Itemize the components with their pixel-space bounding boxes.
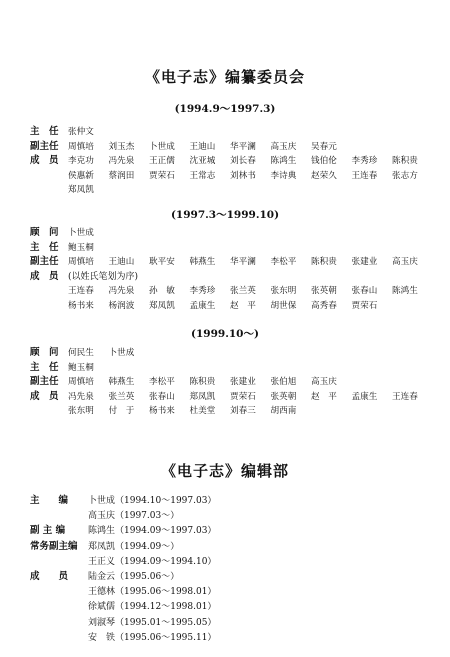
member-name: 高玉庆 <box>392 257 418 268</box>
member-name: 张英朝 <box>311 286 337 297</box>
editorial-role: 常务副主编 <box>30 540 78 552</box>
role-label: 成 员 <box>30 155 59 167</box>
member-name: 付 于 <box>108 406 135 417</box>
member-name: 沈亚城 <box>189 156 216 167</box>
period-label-2: (1997.3～1999.10) <box>170 209 280 221</box>
member-name: 陈积贵 <box>311 257 337 268</box>
committee-row <box>30 390 433 404</box>
editorial-row <box>30 599 216 614</box>
role-label: 主 任 <box>30 241 59 253</box>
member-name: 张志方 <box>392 170 418 181</box>
committee-row <box>30 226 109 240</box>
editorial-person: 陆金云（1995.06～） <box>88 572 180 582</box>
member-name: 张伯旭 <box>270 377 297 388</box>
committee-row <box>30 284 433 298</box>
role-label: 副主任 <box>30 376 59 388</box>
committee-row <box>30 125 109 139</box>
role-label: 副主任 <box>30 256 59 268</box>
editorial-person: 王正义（1994.09～1994.10） <box>88 556 217 567</box>
member-name: 胡西南 <box>270 406 297 417</box>
member-name: 贾荣石 <box>351 301 378 311</box>
member-name: 孟康生 <box>189 301 216 311</box>
member-list <box>68 140 352 154</box>
member-name: 陈鸿生 <box>270 156 297 167</box>
role-label: 成 员 <box>30 270 59 282</box>
member-name: 张英朝 <box>270 391 297 402</box>
member-name: 周慎培 <box>68 377 94 388</box>
member-name: 李秀珍 <box>351 156 378 167</box>
editorial-role: 成 员 <box>30 571 69 582</box>
committee-row <box>30 255 433 269</box>
editorial-role: 副 主 编 <box>30 525 66 537</box>
member-name: 卜世成 <box>108 348 135 358</box>
member-name: 孙 敏 <box>149 286 175 297</box>
member-name: 冯先泉 <box>68 391 94 402</box>
editorial-person: 卜世成（1994.10～1997.03） <box>88 496 217 506</box>
member-name: 刘春三 <box>230 406 256 417</box>
member-name: 张建业 <box>351 257 378 268</box>
member-name: 郑凤凯 <box>189 391 216 402</box>
member-name: 耿平安 <box>149 257 175 268</box>
editorial-row <box>30 539 179 554</box>
member-name: 鲍玉桐 <box>68 362 94 373</box>
committee-row <box>30 169 433 183</box>
committee-row <box>30 361 109 375</box>
editorial-person: 安 铁（1995.06～1995.11） <box>88 632 217 643</box>
member-name: 张兰英 <box>230 286 256 297</box>
role-label: 主 任 <box>30 361 59 373</box>
member-name: 李诗典 <box>270 170 297 181</box>
member-list <box>68 255 433 269</box>
member-name: 张春山 <box>351 286 378 297</box>
editorial-row <box>30 508 179 523</box>
committee-row <box>30 404 311 418</box>
member-list <box>68 169 433 183</box>
editorial-row <box>30 615 216 630</box>
member-name: 冯先泉 <box>108 286 135 297</box>
member-name: 杨书来 <box>68 301 94 311</box>
member-name: 张建业 <box>230 377 256 388</box>
member-name: 杨书来 <box>149 406 175 417</box>
member-list <box>68 125 109 139</box>
editorial-person: 徐斌儒（1994.12～1998.01） <box>88 602 217 613</box>
member-list <box>68 241 109 255</box>
period-label-1: (1994.9～1997.3) <box>174 103 276 115</box>
editorial-row <box>30 554 216 569</box>
member-name: 钱伯伦 <box>311 156 337 167</box>
member-name: 周慎培 <box>68 141 94 152</box>
member-name: 卜世成 <box>149 141 175 152</box>
member-name: 蔡润田 <box>108 170 135 181</box>
member-name: 杜美堂 <box>189 406 216 417</box>
member-list <box>68 154 433 168</box>
member-name: 刘长春 <box>230 156 256 167</box>
editorial-person: 高玉庆（1997.03～） <box>88 511 180 522</box>
member-list <box>68 390 433 404</box>
member-name: 韩燕生 <box>108 377 135 388</box>
member-name: 张春山 <box>149 391 175 402</box>
member-name: 赵 平 <box>230 301 256 311</box>
editorial-person: 郑凤凯（1994.09～） <box>88 541 180 552</box>
member-name: 李松平 <box>149 377 175 388</box>
member-name: 陈积贵 <box>189 377 216 388</box>
committee-row <box>30 346 149 360</box>
member-name: 陈积贵 <box>392 156 418 167</box>
editorial-row <box>30 493 216 508</box>
committee-row <box>30 183 109 197</box>
member-name: 张东明 <box>270 286 297 297</box>
editorial-title: 《电子志》编辑部 <box>160 462 289 480</box>
member-list <box>68 404 311 418</box>
member-name: 郑凤凯 <box>149 301 175 311</box>
member-name: 鲍玉桐 <box>68 242 94 253</box>
member-list <box>68 299 392 313</box>
member-name: 郑凤凯 <box>68 185 94 196</box>
editorial-row <box>30 569 179 584</box>
editorial-person: 王德林（1995.06～1998.01） <box>88 587 217 598</box>
member-name: 李克功 <box>68 156 94 167</box>
member-list <box>68 183 109 197</box>
member-name: 高玉庆 <box>270 141 297 152</box>
member-name: 王常志 <box>189 170 216 181</box>
member-name: 高玉庆 <box>311 377 337 388</box>
member-name: 周慎培 <box>68 257 94 268</box>
member-name: 李秀珍 <box>189 286 216 297</box>
member-name: 赵 平 <box>311 391 337 402</box>
member-name: 张仲文 <box>68 127 94 137</box>
editorial-row <box>30 523 216 538</box>
member-name: 王迪山 <box>108 257 135 268</box>
editorial-person: 刘淑琴（1995.01～1995.05） <box>88 617 217 628</box>
role-label: 顾 问 <box>30 347 59 358</box>
committee-row <box>30 154 433 168</box>
committee-row <box>30 299 392 313</box>
role-label: 顾 问 <box>30 227 59 238</box>
ordering-note: (以姓氏笔划为序) <box>68 271 139 282</box>
member-name: 杨润波 <box>108 301 135 311</box>
committee-row <box>30 375 352 389</box>
member-name: 王连春 <box>68 286 94 297</box>
member-list <box>68 270 138 284</box>
member-name: 王正儒 <box>149 156 175 167</box>
member-name: 卜世成 <box>68 228 94 238</box>
member-list <box>68 361 109 375</box>
member-name: 张东明 <box>68 406 94 417</box>
member-name: 刘玉杰 <box>108 141 135 152</box>
member-name: 侯惠新 <box>68 170 94 181</box>
role-label: 副主任 <box>30 140 59 152</box>
member-name: 吴春元 <box>311 141 337 152</box>
member-list <box>68 226 109 240</box>
member-name: 华平澜 <box>230 141 256 152</box>
committee-title: 《电子志》编纂委员会 <box>144 68 305 86</box>
member-name: 李松平 <box>270 257 297 268</box>
period-label-3: (1999.10～) <box>191 328 259 340</box>
editorial-person: 陈鸿生（1994.09～1997.03） <box>88 526 217 537</box>
editorial-row <box>30 584 216 599</box>
member-name: 陈鸿生 <box>392 286 418 297</box>
member-name: 孟康生 <box>351 391 378 402</box>
editorial-role: 主 编 <box>30 495 69 506</box>
committee-row <box>30 140 352 154</box>
member-name: 贾荣石 <box>230 391 256 402</box>
editorial-row <box>30 630 216 645</box>
member-name: 刘林书 <box>230 170 256 181</box>
member-name: 高秀春 <box>311 301 337 311</box>
member-list <box>68 375 352 389</box>
committee-row <box>30 241 109 255</box>
member-list <box>68 346 149 360</box>
member-name: 王连春 <box>392 391 418 402</box>
role-label: 成 员 <box>30 390 59 402</box>
member-name: 华平澜 <box>230 257 256 268</box>
member-name: 胡世保 <box>270 301 297 311</box>
member-name: 韩燕生 <box>189 257 216 268</box>
member-name: 冯先泉 <box>108 156 135 167</box>
member-name: 何民生 <box>68 348 94 358</box>
member-name: 张兰英 <box>108 391 135 402</box>
member-name: 赵荣久 <box>311 170 337 181</box>
member-list <box>68 284 433 298</box>
committee-row <box>30 270 138 284</box>
member-name: 王连春 <box>351 170 378 181</box>
member-name: 王迪山 <box>189 141 216 152</box>
role-label: 主 任 <box>30 126 59 137</box>
member-name: 贾荣石 <box>149 170 175 181</box>
